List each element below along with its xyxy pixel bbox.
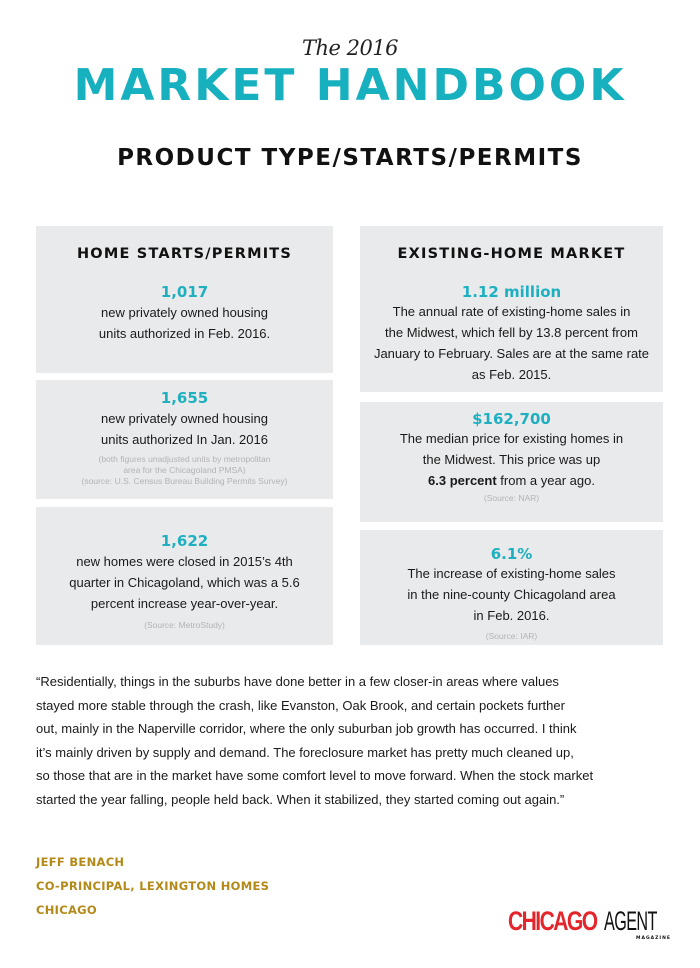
stat-description: new homes were closed in 2015’s 4th quarter in Chicagoland, which was a 5.6 percent increase year-over-year. [69, 554, 300, 611]
logo-chicago: CHICAGO [508, 906, 597, 936]
logo-magazine: MAGAZINE [636, 936, 671, 941]
existing-home-card-3 [360, 530, 663, 645]
stat-description: The median price for existing homes in the Midwest. This price was up 6.3 percent from a year ago. [399, 431, 624, 488]
stat-value: 1.12 million [461, 283, 562, 301]
source-note: (Source: MetroStudy) [144, 620, 225, 630]
attribution-location: CHICAGO [36, 903, 97, 917]
existing-home-card-2 [360, 402, 663, 522]
stat-value: $162,700 [472, 410, 551, 428]
attribution-title: CO-PRINCIPAL, LEXINGTON HOMES [36, 879, 270, 893]
source-note: (both figures unadjusted units by metropolitan area for the Chicagoland PMSA) (source: U.S. Census Bureau Building Permits Survey) [81, 454, 288, 486]
stat-value: 1,655 [160, 389, 209, 407]
stat-description: The increase of existing-home sales in the nine-county Chicagoland area in Feb. 2016. [407, 566, 616, 623]
page-title: MARKET HANDBOOK [73, 60, 627, 111]
logo-agent: AGENT [604, 906, 657, 936]
handbook-kicker: The 2016 [301, 36, 399, 60]
stat-value: 1,622 [160, 532, 209, 550]
attribution-name: JEFF BENACH [36, 855, 125, 869]
source-note: (Source: IAR) [485, 631, 538, 641]
source-note: (Source: NAR) [483, 493, 540, 503]
section-title: PRODUCT TYPE/STARTS/PERMITS [117, 145, 583, 171]
highlight-percent: 6.3 percent [428, 473, 497, 488]
column-heading-existing-home: EXISTING-HOME MARKET [397, 246, 626, 262]
quote-attribution [36, 850, 269, 922]
home-starts-card-1 [36, 226, 333, 373]
home-starts-card-2 [36, 380, 333, 499]
stat-value: 6.1% [490, 545, 533, 563]
pull-quote: “Residentially, things in the suburbs have done better in a few closer-in areas where values stayed more stable through the crash, like Evanston, Oak Brook, and certain pockets further out, mainly in the Naperville corridor, where the only suburban job growth has occurred. I think it’s mainly driven by supply and demand. The foreclosure market has pretty much cleaned up, so those that are in the market have some comfort level to move forward. When the stock market started the year falling, people held back. When it stabilized, they started coming out again.” [36, 674, 594, 807]
stat-value: 1,017 [160, 283, 209, 301]
stat-description: The annual rate of existing-home sales in the Midwest, which fell by 13.8 percent from January to February. Sales are at the same rate as Feb. 2015. [373, 304, 650, 382]
existing-home-card-1 [360, 226, 663, 392]
column-heading-home-starts: HOME STARTS/PERMITS [76, 246, 293, 262]
chicago-agent-logo [508, 906, 671, 942]
stat-description: new privately owned housing units authorized In Jan. 2016 [101, 411, 268, 447]
stat-description: new privately owned housing units authorized in Feb. 2016. [98, 305, 271, 341]
home-starts-card-3 [36, 507, 333, 645]
